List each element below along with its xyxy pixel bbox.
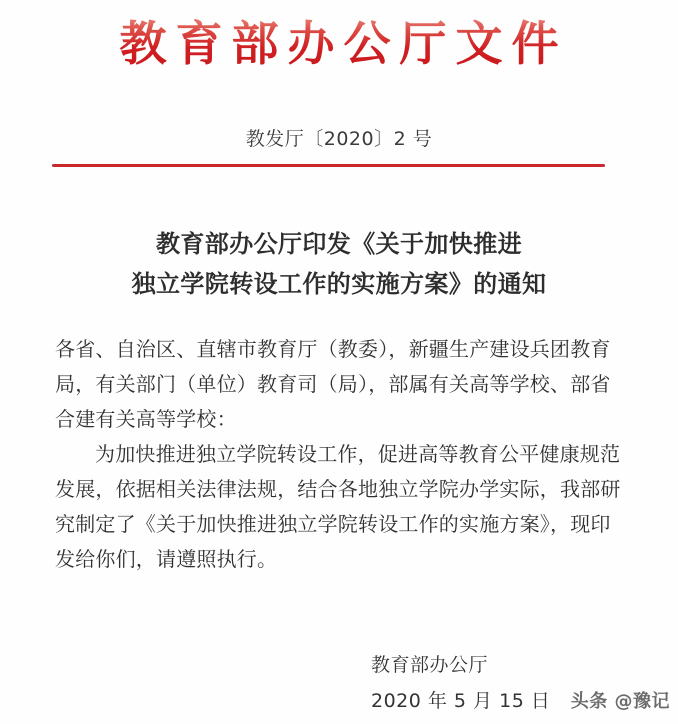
body-paragraph [55,437,627,577]
document-number: 教发厅〔2020〕2 号 [245,128,433,150]
masthead-title: 教育部办公厅文件 [111,14,568,76]
watermark-label: 头条 @豫记 [570,691,670,712]
document-title-line-2: 独立学院转设工作的实施方案》的通知 [131,270,547,298]
addressee-line-3: 合建有关高等学校： [55,407,237,431]
document-title [60,224,618,304]
red-separator-rule [52,164,605,167]
body-line-1: 为加快推进独立学院转设工作，促进高等教育公平健康规范 [95,442,621,466]
body-line-4: 发给你们，请遵照执行。 [55,547,278,571]
addressee-line-1: 各省、自治区、直辖市教育厅（教委），新疆生产建设兵团教育 [55,337,611,361]
body-line-2: 发展，依据相关法律法规，结合各地独立学院办学实际，我部研 [55,477,621,501]
addressee-line-2: 局，有关部门（单位）教育司（局），部属有关高等学校、部省 [55,372,611,396]
masthead [0,14,678,76]
document-title-line-1: 教育部办公厅印发《关于加快推进 [156,230,522,258]
signature-issuer: 教育部办公厅 [371,654,489,676]
body-line-3: 究制定了《关于加快推进独立学院转设工作的实施方案》，现印 [55,512,611,536]
addressee-paragraph [55,332,627,437]
signature-date: 2020 年 5 月 15 日 [371,690,551,712]
